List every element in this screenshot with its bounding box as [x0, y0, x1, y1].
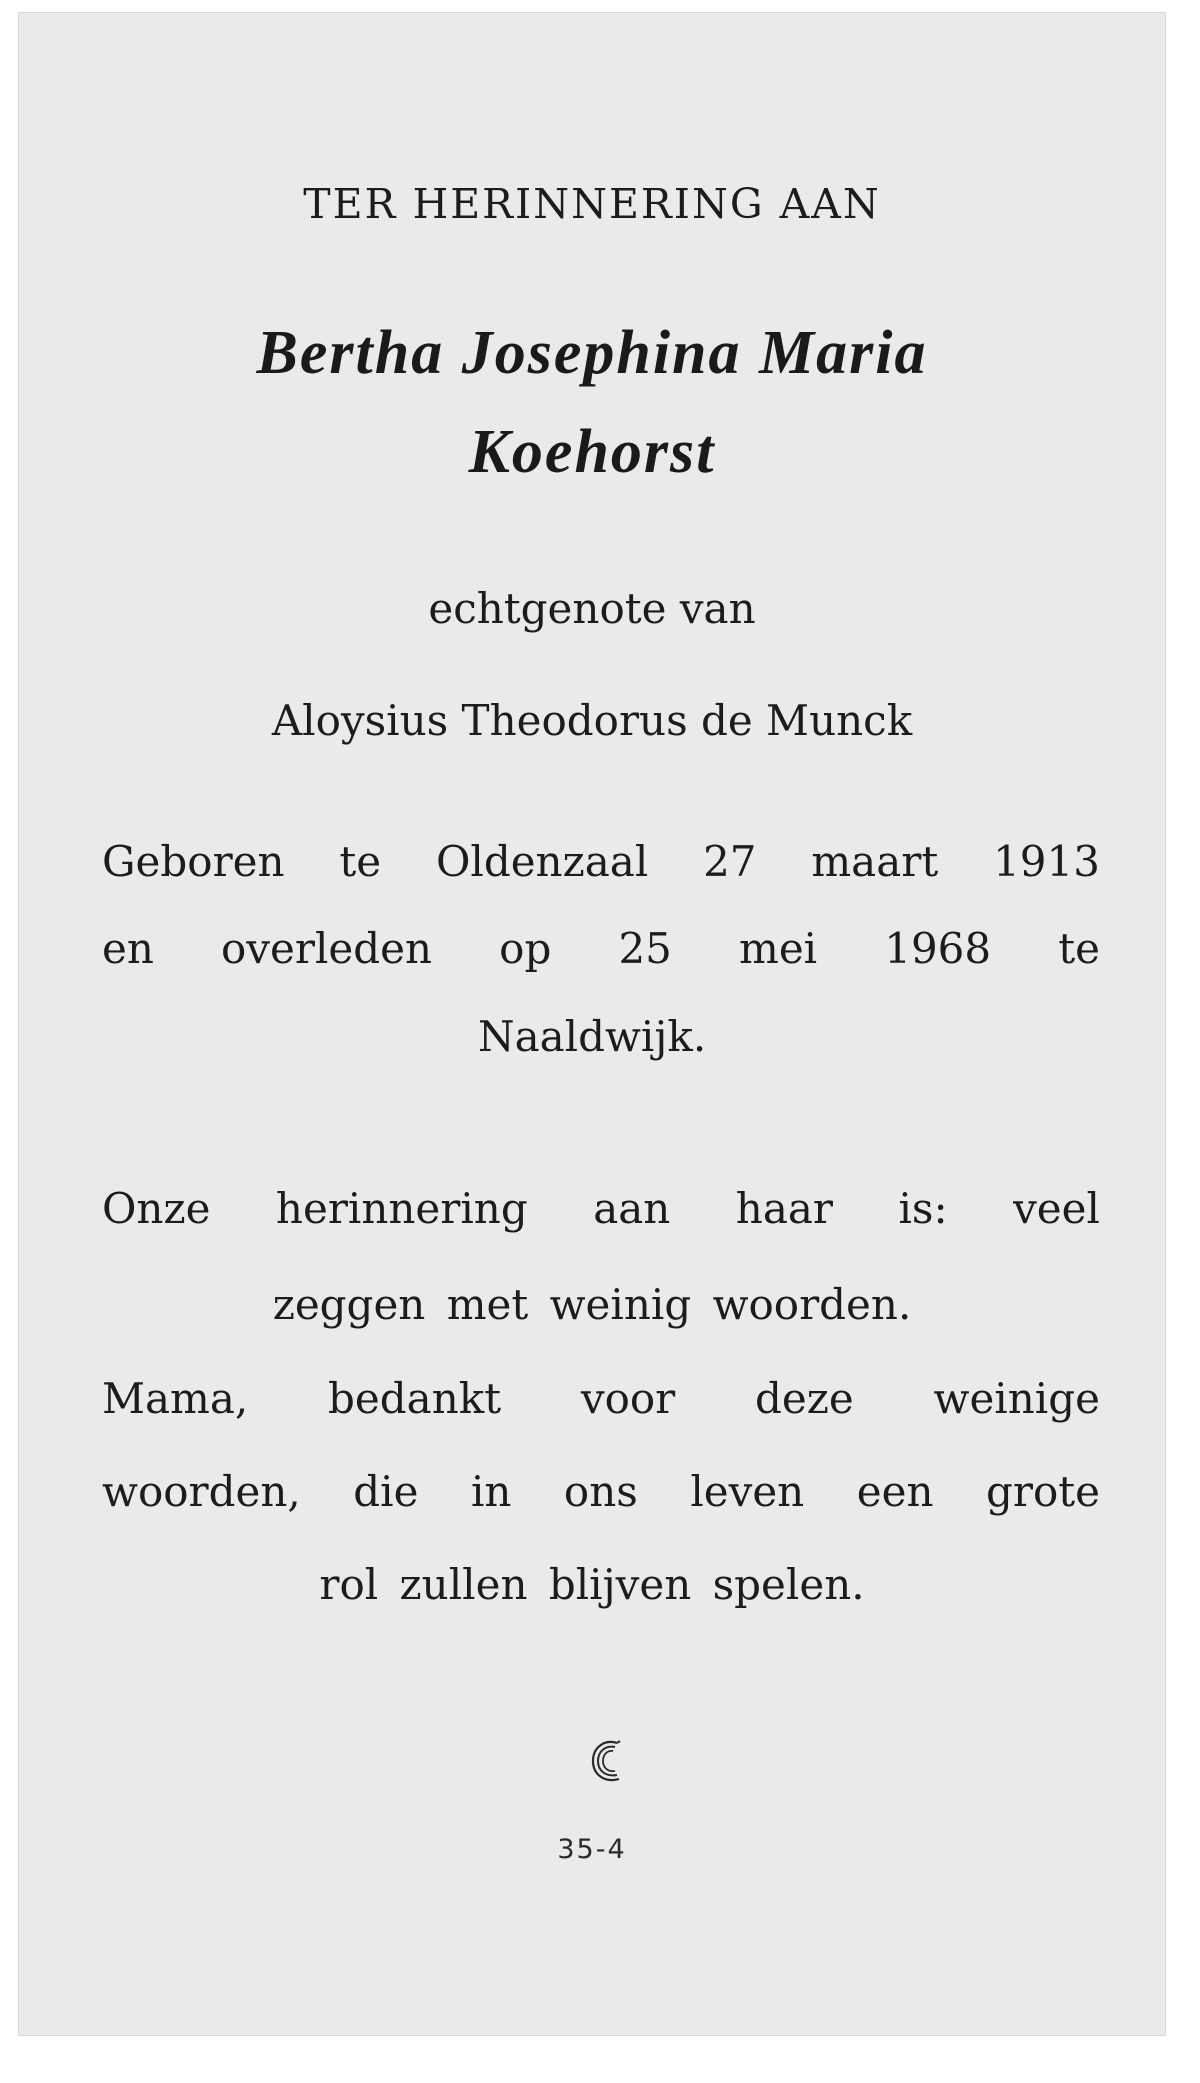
card-heading: TER HERINNERING AAN	[303, 180, 881, 228]
word: veel	[1013, 1184, 1100, 1233]
word: weinige	[933, 1374, 1100, 1423]
word: 1913	[993, 837, 1100, 886]
word: te	[1058, 924, 1100, 973]
memory-line-1	[102, 1184, 1100, 1233]
word: grote	[986, 1467, 1100, 1516]
spouse-label: echtgenote van	[428, 584, 756, 633]
word: een	[856, 1467, 934, 1516]
deceased-name-line-1: Bertha Josephina Maria	[256, 319, 928, 387]
memory-line-5: rol zullen blijven spelen.	[319, 1560, 865, 1609]
spouse-name: Aloysius Theodorus de Munck	[271, 696, 913, 745]
deceased-name-line-2: Koehorst	[468, 418, 716, 486]
word: herinnering	[275, 1184, 528, 1233]
word: 27	[703, 837, 757, 886]
word: leven	[690, 1467, 805, 1516]
word: woorden,	[102, 1467, 301, 1516]
word: Oldenzaal	[435, 837, 649, 886]
word: maart	[811, 837, 939, 886]
memory-line-3	[102, 1374, 1100, 1423]
word: te	[339, 837, 382, 886]
word: 1968	[884, 924, 992, 973]
word: ons	[563, 1467, 638, 1516]
memory-line-4	[102, 1467, 1100, 1516]
word: Geboren	[102, 837, 285, 886]
word: in	[470, 1467, 512, 1516]
word: mei	[739, 924, 818, 973]
word: op	[499, 924, 552, 973]
word: en	[102, 924, 154, 973]
crescent-c-logo-icon	[587, 1737, 627, 1785]
word: Mama,	[102, 1374, 249, 1423]
word: haar	[735, 1184, 834, 1233]
word: is:	[898, 1184, 948, 1233]
word: voor	[580, 1374, 676, 1423]
word: 25	[618, 924, 672, 973]
print-code: 35-4	[557, 1834, 627, 1865]
word: die	[353, 1467, 419, 1516]
word: aan	[593, 1184, 671, 1233]
memorial-card	[18, 12, 1166, 2036]
word: overleden	[221, 924, 433, 973]
birth-line-3: Naaldwijk.	[477, 1012, 707, 1061]
word: bedankt	[328, 1374, 502, 1423]
memory-line-2: zeggen met weinig woorden.	[272, 1280, 912, 1329]
birth-line-1	[102, 837, 1100, 886]
word: Onze	[102, 1184, 211, 1233]
birth-line-2	[102, 924, 1100, 973]
word: deze	[755, 1374, 854, 1423]
